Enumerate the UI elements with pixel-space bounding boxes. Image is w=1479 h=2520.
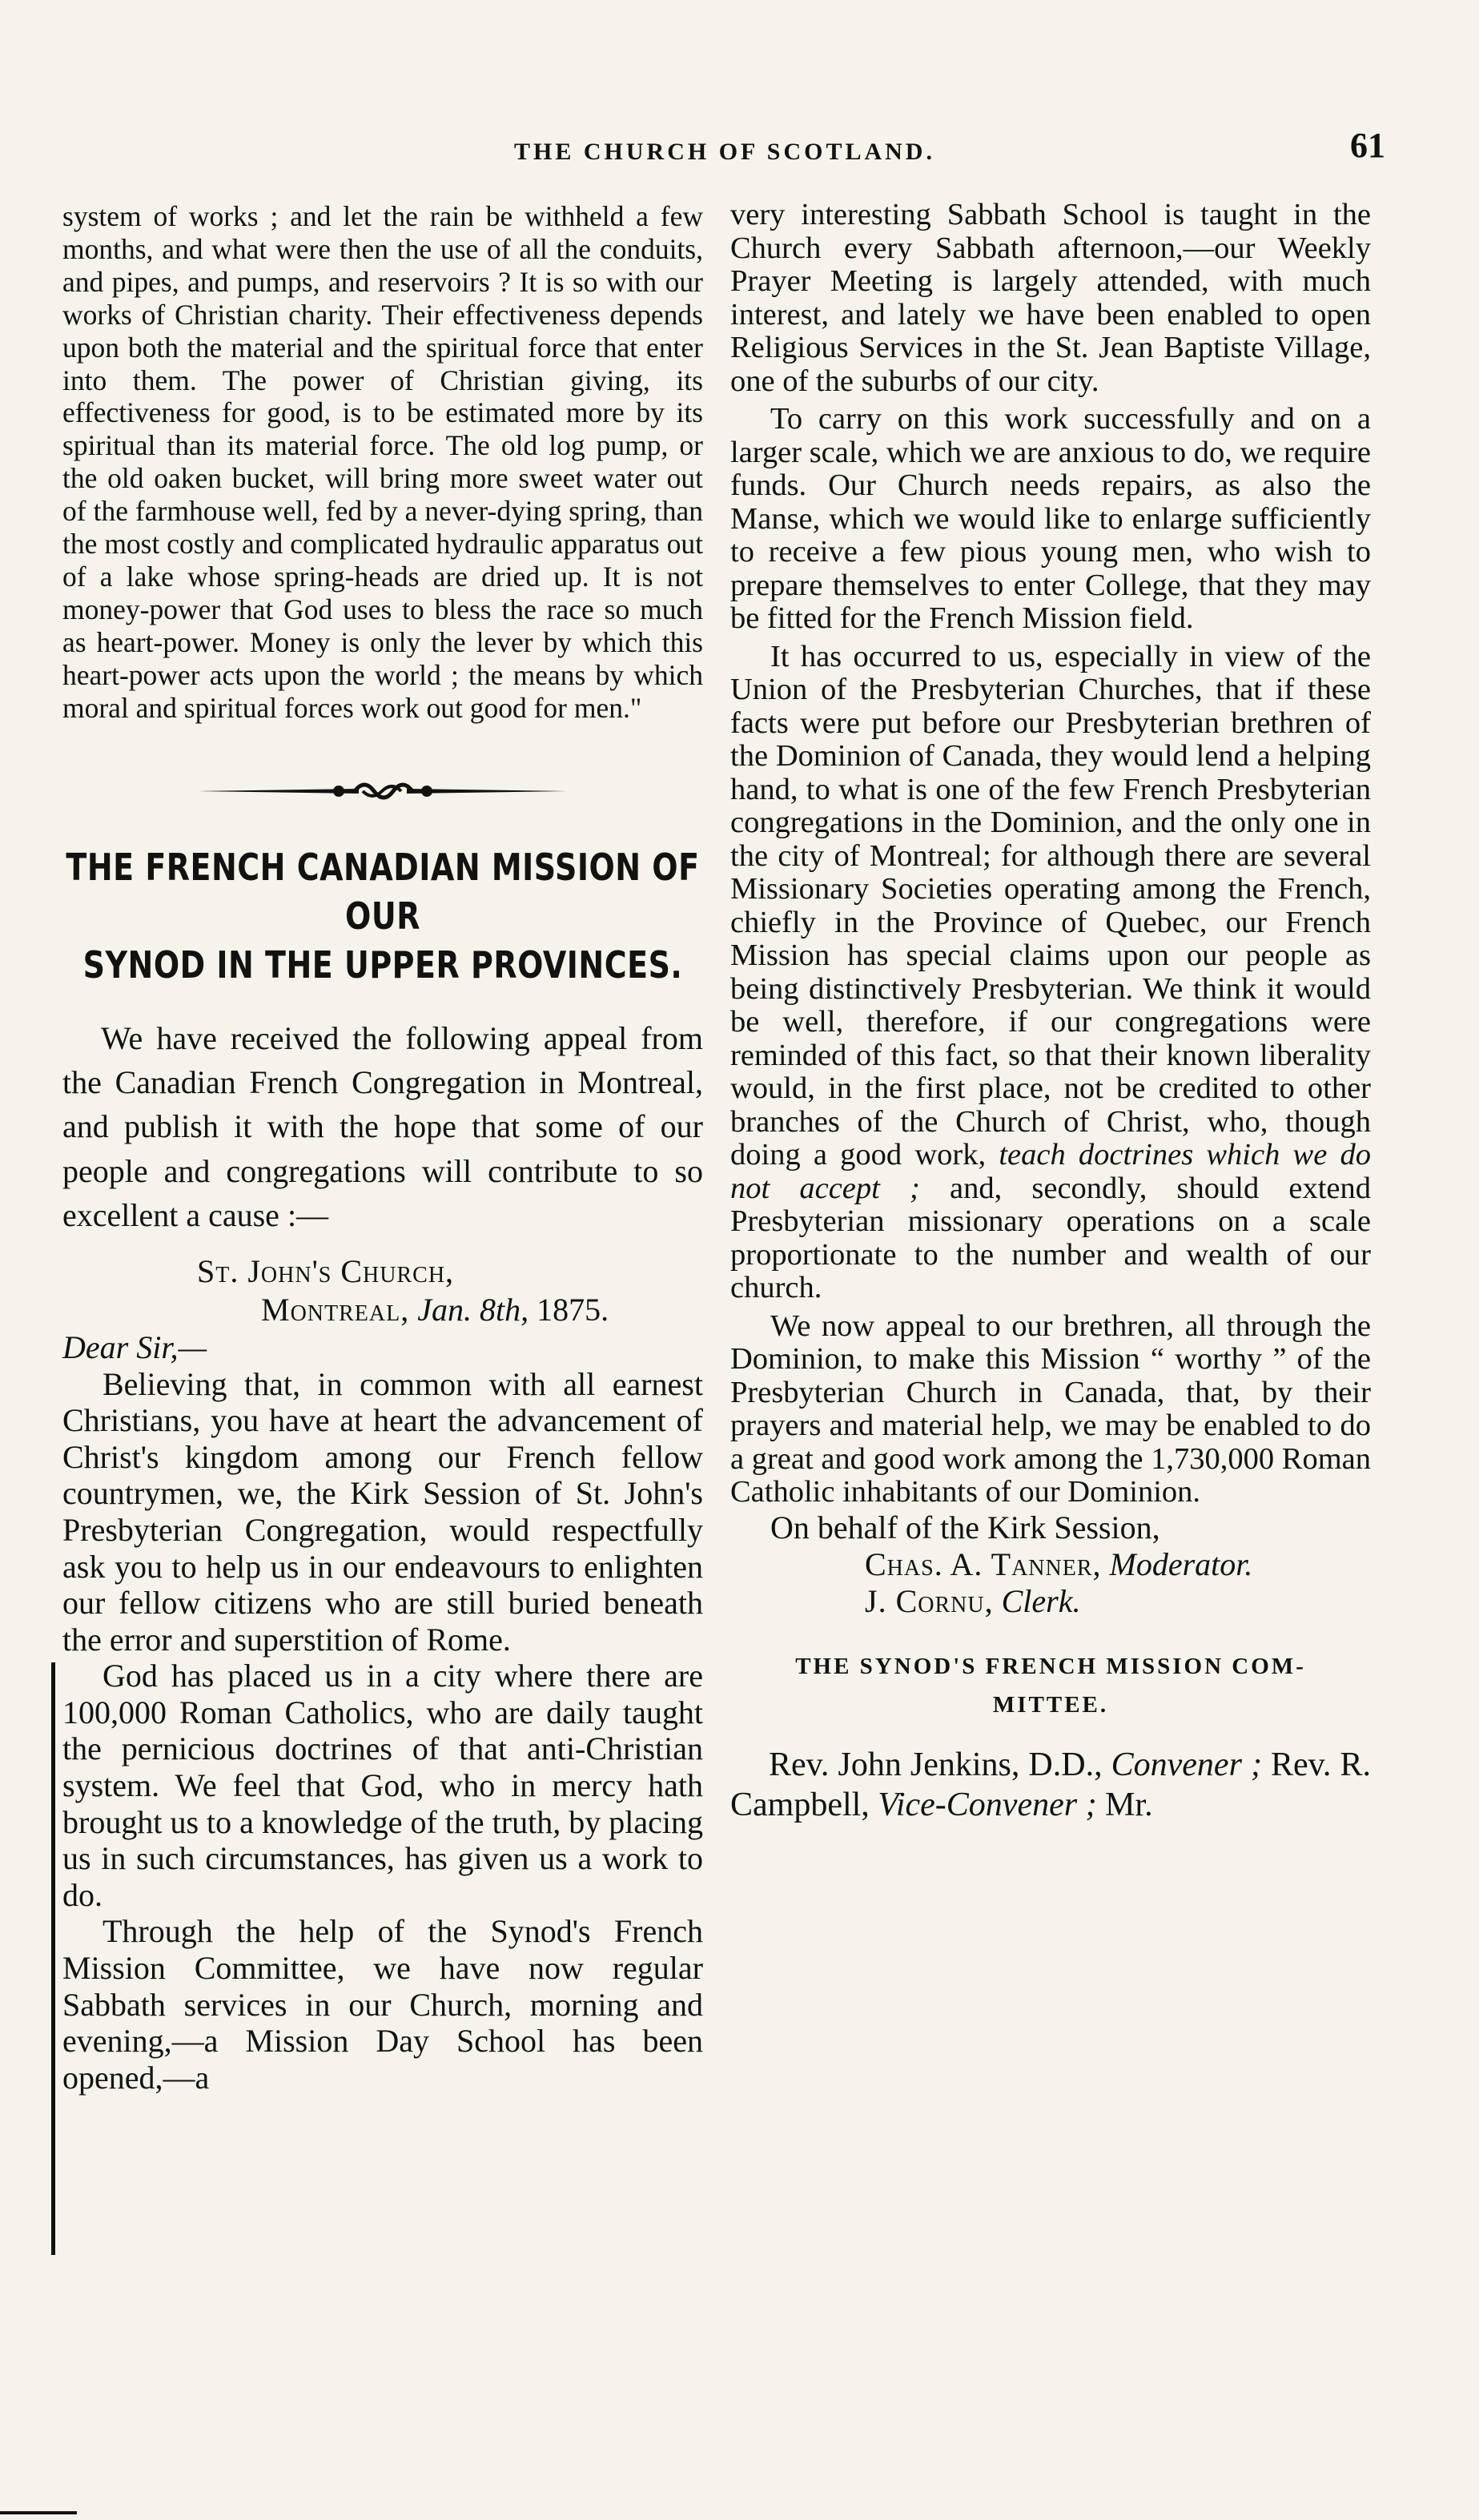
intro-paragraph — [62, 1016, 703, 1238]
signature-behalf: On behalf of the Kirk Session, — [770, 1509, 1160, 1545]
section-title-line-1: THE FRENCH CANADIAN MISSION OF OUR — [66, 845, 700, 938]
committee-heading-line-2: MITTEE. — [992, 1691, 1109, 1718]
officer-3-name: Mr. — [1105, 1786, 1153, 1823]
signature-moderator — [730, 1546, 1371, 1583]
letter-paragraph-1: Believing that, in common with all earnest Christians, you have at heart the advancement of Christ's kingdom among our French fellow countrymen, we, the Kirk Session of St. John's Presbyterian Congregation, would respectfully ask you to help us in our endeavours to enlighten our fellow citizens who are still buried beneath the error and superstition of Rome. — [62, 1365, 703, 1658]
letter-paragraph-5: To carry on this work successfully and on a larger scale, which we are anxious to do, we require funds. Our Church needs repairs, as also the Manse, which we would like to enlarge sufficiently to receive a few pious young men, who wish to prepare themselves to enter College, that they may be fitted for the French Mission field. — [730, 402, 1371, 635]
letter-year: 1875. — [537, 1291, 609, 1328]
quote-continuation: system of works ; and let the rain be withheld a few months, and what were then the use of all the conduits, and pipes, and pumps, and reservoirs ? It is so with our works of Christian charity. Their effectiveness depends upon both the material and the spiritual force that enter into them. The power of Christian giving, its effectiveness for good, is to be estimated more by its spiritual than its material force. The old log pump, or the old oaken bucket, will bring more sweet water out of the farmhouse well, fed by a never-dying spring, than the most costly and complicated hydraulic apparatus out of a lake whose spring-heads are dried up. It is not money-power that God uses to bless the race so much as heart-power. Money is only the lever by which this heart-power acts upon the world ; the means by which moral and spiritual forces work out good for men." — [62, 200, 703, 724]
paragraph-6-italic: teach doctrines which we do not accept ; — [730, 1138, 1371, 1205]
letter-body-right — [730, 199, 1371, 1509]
running-title: THE CHURCH OF SCOTLAND. — [514, 139, 935, 165]
intro-text: We have received the following appeal from the Canadian French Congregation in Montreal, and publish it with the hope that some of our people and congregations will contribute to so excellent a cause :— — [62, 1019, 703, 1234]
paragraph-6-text-b: and, secondly, should extend Presbyterian missionary operations on a scale proportionate to the number and wealth of our church. — [730, 1171, 1372, 1304]
clerk-name: J. Cornu, — [865, 1582, 994, 1619]
letter-paragraph-7: We now appeal to our brethren, all through the Dominion, to make this Mission “ worthy ” of the Presbyterian Church in Canada, that, by their prayers and material help, we may be enabled to do a great and good work among the 1,730,000 Roman Catholic inhabitants of our Dominion. — [730, 1308, 1371, 1509]
running-header — [0, 128, 1479, 176]
officer-2-name: Rev. R. Campbell, — [730, 1746, 1371, 1823]
officer-1-role: Convener ; — [1111, 1746, 1262, 1783]
letter-heading — [62, 1252, 703, 1329]
scan-edge-mark — [0, 2511, 77, 2514]
left-column — [62, 200, 703, 2096]
committee-heading-line-1: THE SYNOD'S FRENCH MISSION COM- — [795, 1653, 1306, 1679]
letter-paragraph-3: Through the help of the Synod's French Mission Committee, we have now regular Sabbath services in our Church, morning and evening,—a Mission Day School has been opened,—a — [62, 1913, 703, 2096]
officers-line — [730, 1745, 1371, 1825]
signature-block — [730, 1509, 1371, 1620]
officer-2-role: Vice-Convener ; — [878, 1786, 1097, 1823]
letter-church: St. John's Church, — [197, 1252, 455, 1289]
letter-paragraph-4: very interesting Sabbath School is taught in the Church every Sabbath afternoon,—our Weekly Prayer Meeting is largely attended, with much interest, and lately we have been enabled to open Religious Services in the St. Jean Baptiste Village, one of the suburbs of our city. — [730, 198, 1371, 398]
committee-heading — [730, 1647, 1371, 1724]
letter-body-left — [62, 1366, 703, 2096]
section-title-line-2: SYNOD IN THE UPPER PROVINCES. — [82, 942, 683, 987]
paragraph-6-text-a: It has occurred to us, especially in view of the Union of the Presbyterian Churches, that if these facts were put before our Presbyterian brethren of the Dominion of Canada, they would lend a helping hand, to what is one of the few French Presbyterian congregations in the Dominion, and the only one in the city of Montreal; for although there are several Missionary Societies operating among the French, chiefly in the Province of Quebec, our French Mission has special claims upon our people as being distinctively Presbyterian. We think it would be well, therefore, if our congregations were reminded of this fact, so that their known liberality would, in the first place, not be credited to other branches of the Church of Christ, who, though doing a good work, — [730, 639, 1371, 1172]
signature-clerk — [730, 1583, 1371, 1620]
section-title — [62, 842, 703, 989]
margin-rule — [51, 1662, 55, 2255]
letter-city: Montreal, — [261, 1291, 410, 1328]
letter-paragraph-6 — [730, 641, 1371, 1305]
committee-officers — [730, 1745, 1371, 1825]
page-number: 61 — [1350, 126, 1385, 165]
letter-paragraph-2: God has placed us in a city where there are 100,000 Roman Catholics, who are daily taught the pernicious doctrines of that anti-Christian system. We feel that God, who in mercy hath brought us to a knowledge of the truth, by placing us in such circumstances, has given us a work to do. — [62, 1658, 703, 1913]
moderator-name: Chas. A. Tanner, — [865, 1545, 1102, 1582]
marked-passage — [62, 1658, 703, 2096]
clerk-role: Clerk. — [1001, 1582, 1081, 1619]
letter-date: Jan. 8th, — [417, 1291, 529, 1328]
moderator-role: Moderator. — [1109, 1545, 1253, 1582]
salutation: Dear Sir,— — [62, 1328, 207, 1365]
ornament-divider — [191, 771, 575, 811]
right-column — [730, 199, 1371, 1825]
officer-1-name: Rev. John Jenkins, D.D., — [769, 1746, 1103, 1783]
